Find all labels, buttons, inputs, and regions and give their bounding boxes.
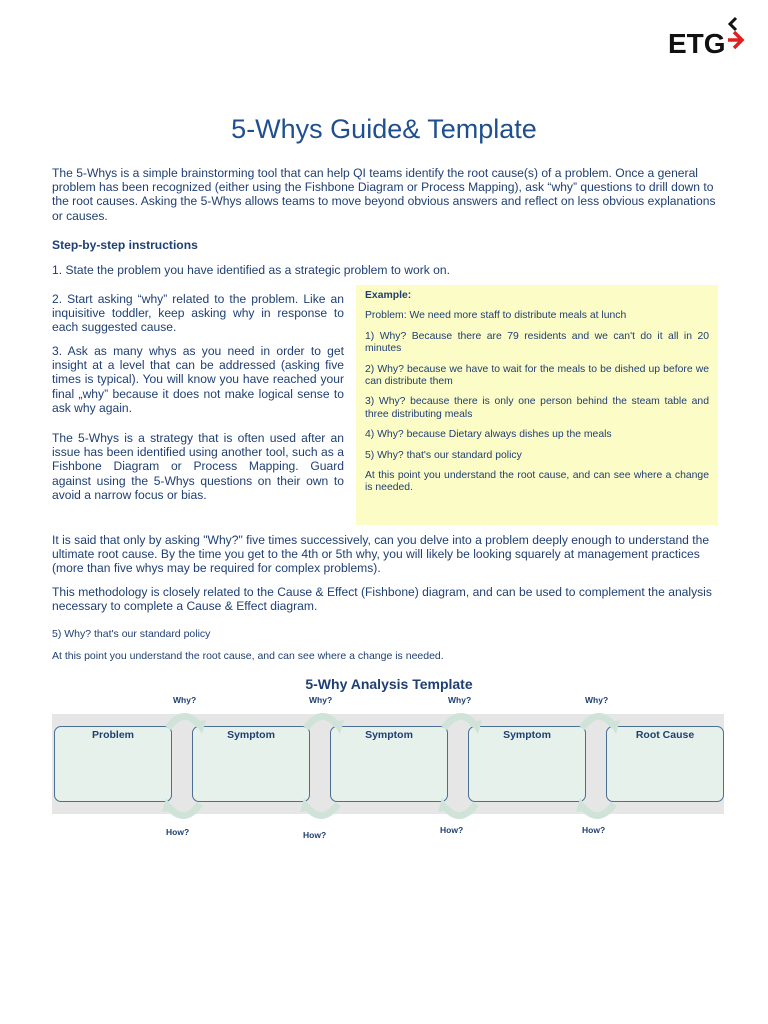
example-why-1: 1) Why? Because there are 79 residents and we can't do it all in 20 minutes (365, 330, 709, 355)
how-arrow-icon-4 (576, 794, 620, 830)
how-arrow-icon-3 (438, 794, 482, 830)
box-label-problem: Problem (91, 729, 134, 741)
five-times-paragraph: It is said that only by asking "Why?" five times successively, can you delve into a problem deeply enough to understand the ultimate root cause. By the time you get to the 4th or 5th why, you will likely be looking squarely at management practices (more than five whys may be required for complex problems). (52, 533, 710, 576)
repeat-conclusion: At this point you understand the root cause, and can see where a change is needed. (52, 650, 444, 662)
step-2: 2. Start asking “why” related to the problem. Like an inquisitive toddler, keep asking why in response to each suggested cause. (52, 292, 344, 335)
logo-text: ETG (668, 28, 726, 59)
box-label-symptom-2: Symptom (365, 729, 413, 741)
box-label-symptom-1: Symptom (227, 729, 275, 741)
how-arrow-icon-2 (300, 794, 344, 830)
example-box (356, 285, 718, 525)
strategy-paragraph: The 5-Whys is a strategy that is often used after an issue has been identified using another tool, such as a Fishbone Diagram or Process Mapping. Guard against using the 5-Whys questions on their own to avoid a narrow focus or bias. (52, 431, 344, 502)
template-box-symptom-3 (468, 726, 586, 802)
example-why-5: 5) Why? that's our standard policy (365, 449, 522, 461)
template-title: 5-Why Analysis Template (305, 676, 473, 692)
how-label-3: How? (440, 825, 464, 835)
etg-logo (668, 16, 748, 62)
repeat-why-5: 5) Why? that's our standard policy (52, 628, 211, 640)
how-label-1: How? (166, 827, 190, 837)
how-arrow-icon-1 (162, 794, 206, 830)
example-why-2: 2) Why? because we have to wait for the meals to be dished up before we can distribute them (365, 363, 709, 388)
why-label-1: Why? (173, 695, 197, 705)
box-label-root-cause: Root Cause (635, 729, 695, 741)
methodology-paragraph: This methodology is closely related to the Cause & Effect (Fishbone) diagram, and can be used to complement the analysis necessary to complete a Cause & Effect diagram. (52, 585, 712, 614)
template-box-symptom-1 (192, 726, 310, 802)
why-arrow-icon-4 (576, 704, 620, 744)
example-heading: Example: (365, 290, 412, 301)
why-label-4: Why? (585, 695, 609, 705)
template-box-symptom-2 (330, 726, 448, 802)
why-label-2: Why? (309, 695, 333, 705)
example-why-3: 3) Why? because there is only one person behind the steam table and three distributing meals (365, 396, 709, 420)
example-conclusion: At this point you understand the root cause, and can see where a change is needed. (365, 470, 709, 494)
logo-arrows-icon (726, 16, 748, 52)
why-arrow-icon-1 (162, 704, 206, 744)
why-label-3: Why? (448, 695, 472, 705)
how-label-4: How? (582, 825, 606, 835)
box-label-symptom-3: Symptom (503, 729, 551, 741)
intro-paragraph: The 5-Whys is a simple brainstorming tool that can help QI teams identify the root cause(s) of a problem. Once a general problem has been recognized (either using the Fishbone Diagram or Process Mapping), ask “why” questions to drill down to the root causes. Asking the 5-Whys allows teams to move beyond obvious answers and reflect on less obvious explanations or causes. (52, 166, 716, 223)
how-label-2: How? (303, 830, 327, 840)
template-box-root-cause (606, 726, 724, 802)
steps-heading: Step-by-step instructions (52, 238, 198, 252)
example-why-4: 4) Why? because Dietary always dishes up the meals (365, 429, 612, 441)
five-why-template (52, 694, 724, 844)
step-1: 1. State the problem you have identified as a strategic problem to work on. (52, 263, 450, 277)
example-problem: Problem: We need more staff to distribute meals at lunch (365, 310, 627, 322)
page-title: 5-Whys Guide& Template (231, 114, 537, 144)
why-arrow-icon-3 (438, 704, 482, 744)
template-box-problem (54, 726, 172, 802)
why-arrow-icon-2 (300, 704, 344, 744)
step-3: 3. Ask as many whys as you need in order to get insight at a level that can be addressed (asking five times is typical). You will know you have reached your final „why” because it does not make logical sense to ask why again. (52, 344, 344, 415)
